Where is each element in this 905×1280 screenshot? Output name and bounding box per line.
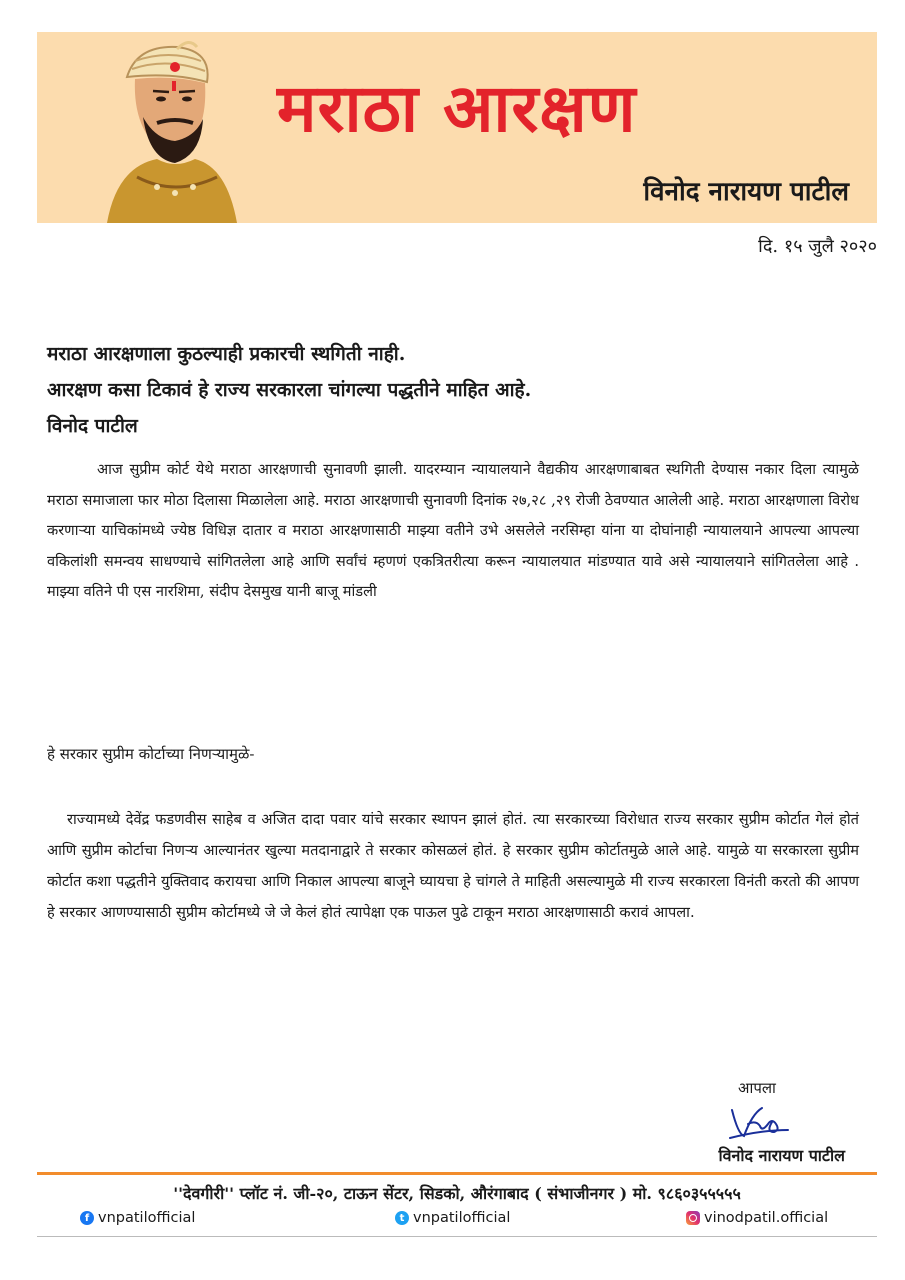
headline-line-1: मराठा आरक्षणाला कुठल्याही प्रकारची स्थगिती नाही. bbox=[47, 343, 406, 365]
footer-divider bbox=[37, 1172, 877, 1175]
facebook-handle[interactable] bbox=[80, 1210, 195, 1226]
signature-image bbox=[722, 1100, 792, 1142]
instagram-icon bbox=[686, 1211, 700, 1225]
twitter-handle-text: vnpatilofficial bbox=[413, 1210, 511, 1226]
instagram-handle-text: vinodpatil.official bbox=[704, 1210, 829, 1226]
twitter-icon: t bbox=[395, 1211, 409, 1225]
paragraph-2-text: राज्यामध्ये देवेंद्र फडणवीस साहेब व अजित दादा पवार यांचे सरकार स्थापन झालं होतं. त्या सरकारच्या विरोधात राज्य सरकार सुप्रीम कोर्टात गेलं होतं आणि सुप्रीम कोर्टाचा निणऱ्य आल्यानंतर खुल्या मतदानाद्वारे ते सरकार कोसळलं होतं. हे सरकार सुप्रीम कोर्टातमुळे आले आहे. यामुळे या सरकारला सुप्रीम कोर्टात कशा पद्धतीने युक्तिवाद करायचा आणि निकाल आपल्या बाजूने घ्यायचा हे चांगले ते माहिती असल्यामुळे मी राज्य सरकारला विनंती करतो की आपण हे सरकार आणण्यासाठी सुप्रीम कोर्टामध्ये जे जे केलं होतं त्यापेक्षा एक पाऊल पुढे टाकून मराठा आरक्षणासाठी करावं आपला. bbox=[47, 811, 859, 921]
subheading: हे सरकार सुप्रीम कोर्टाच्या निणऱ्यामुळे- bbox=[47, 745, 255, 763]
signer-name: विनोद नारायण पाटील bbox=[718, 1146, 845, 1165]
portrait-illustration bbox=[77, 37, 242, 223]
header-banner bbox=[37, 32, 877, 223]
body-paragraph-2 bbox=[47, 804, 859, 928]
page-title: मराठा आरक्षण bbox=[277, 70, 637, 147]
footer-bottom-divider bbox=[37, 1236, 877, 1237]
headline-line-3: विनोद पाटील bbox=[47, 415, 138, 437]
headline-line-2: आरक्षण कसा टिकावं हे राज्य सरकारला चांगल्या पद्धतीने माहित आहे. bbox=[47, 379, 532, 401]
facebook-icon: f bbox=[80, 1211, 94, 1225]
author-name: विनोद नारायण पाटील bbox=[643, 177, 849, 207]
paragraph-1-text: आज सुप्रीम कोर्ट येथे मराठा आरक्षणाची सुनावणी झाली. यादरम्यान न्यायालयाने वैद्यकीय आरक्षणाबाबत स्थगिती देण्यास नकार दिला त्यामुळे मराठा समाजाला फार मोठा दिलासा मिळालेला आहे. मराठा आरक्षणाची सुनावणी दिनांक २७,२८ ,२९ रोजी ठेवण्यात आलेली आहे. मराठा आरक्षणाला विरोध करणाऱ्या याचिकांमध्ये ज्येष्ठ विधिज्ञ दातार व मराठा आरक्षणासाठी माझ्या वतीने उभे असलेले नरसिम्हा यांना या दोघांनाही न्यायालयाने आपल्या आपल्या वकिलांशी समन्वय साधण्याचे सांगितलेला आहे आणि सर्वांचं म्हणणं एकत्रितरीत्या करून न्यायालयात मांडण्यात यावे असे न्यायालयाने सांगितलेला आहे . माझ्या वतिने पी एस नारशिमा, संदीप देसमुख यानी बाजू मांडली bbox=[47, 461, 859, 601]
closing-salutation: आपला bbox=[738, 1079, 776, 1097]
letter-date: दि. १५ जुलै २०२० bbox=[758, 236, 877, 257]
body-paragraph-1 bbox=[47, 455, 859, 608]
footer-address: ''देवगीरी'' प्लॉट नं. जी-२०, टाऊन सेंटर, सिडको, औरंगाबाद ( संभाजीनगर ) मो. ९८६०३५५५५५ bbox=[173, 1184, 741, 1203]
headline bbox=[47, 336, 867, 444]
twitter-handle[interactable] bbox=[395, 1210, 510, 1226]
instagram-handle[interactable] bbox=[686, 1210, 828, 1226]
facebook-handle-text: vnpatilofficial bbox=[98, 1210, 196, 1226]
